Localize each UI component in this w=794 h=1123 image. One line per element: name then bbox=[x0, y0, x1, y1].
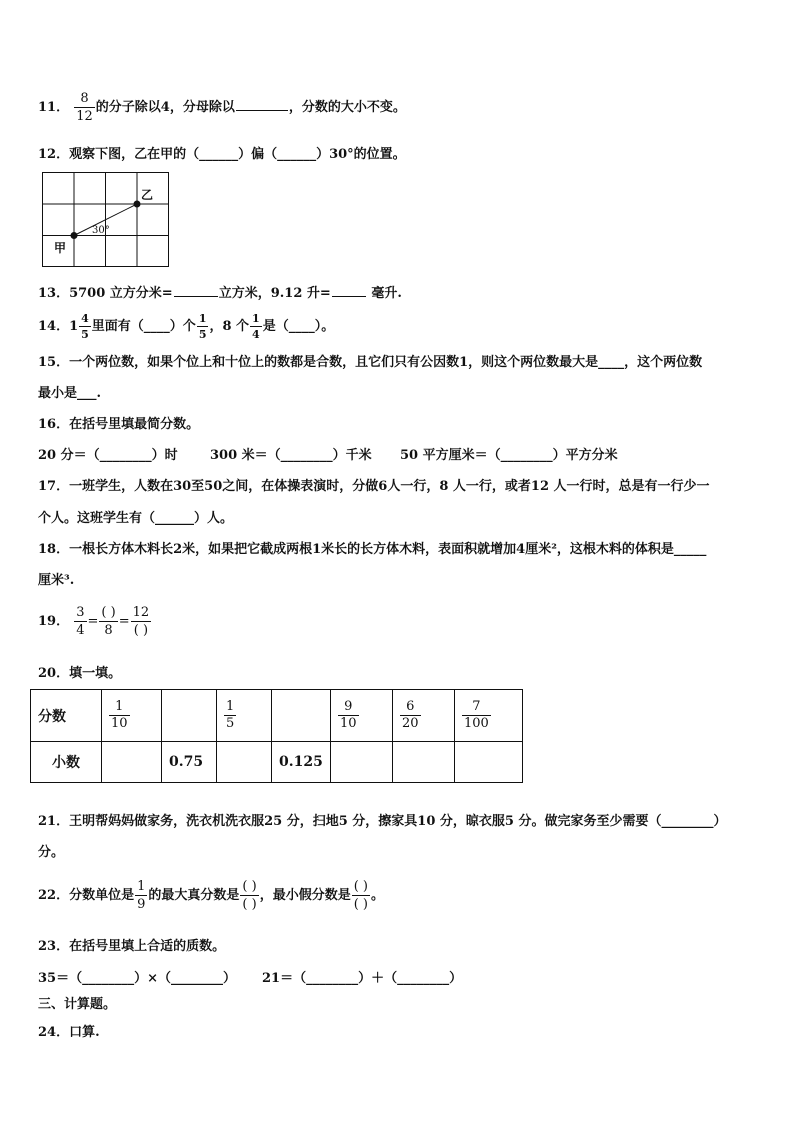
question-19: 19． $\frac{3}{4}$ = $\frac{( )}{8}$ = $\frac{12}{( )}$ bbox=[38, 605, 150, 638]
section-heading: 三、计算题。 bbox=[38, 997, 117, 1012]
fraction-blank-8[interactable] bbox=[99, 606, 117, 637]
question-text: 5700 立方分米= bbox=[69, 286, 173, 301]
question-text: 。 bbox=[370, 888, 384, 903]
numerator: 8 bbox=[74, 92, 95, 108]
table-cell-empty[interactable] bbox=[102, 742, 162, 783]
numerator: 1 bbox=[137, 879, 146, 894]
denominator: 20 bbox=[402, 715, 419, 731]
question-number: 14． bbox=[38, 319, 70, 334]
fraction-4-5 bbox=[79, 313, 91, 340]
question-number: 15． bbox=[38, 355, 70, 370]
question-text: 填一填。 bbox=[69, 666, 122, 681]
fraction-1-5 bbox=[197, 313, 209, 340]
denominator: ( ) bbox=[133, 623, 149, 638]
fraction-1-4 bbox=[250, 313, 262, 340]
question-text: 一个两位数，如果个位上和十位上的数都是合数，且它们只有公因数1，则这个两位数最大是____，这个两位数 bbox=[69, 355, 703, 370]
question-text: 毫升. bbox=[366, 286, 402, 301]
answer-blank[interactable] bbox=[236, 98, 288, 111]
question-text: 在括号里填上合适的质数。 bbox=[69, 939, 226, 954]
denominator: 8 bbox=[104, 623, 113, 638]
direction-grid-diagram bbox=[42, 172, 170, 268]
numerator: 3 bbox=[76, 605, 85, 620]
question-number: 19． bbox=[38, 614, 70, 629]
denominator: 10 bbox=[340, 715, 357, 731]
question-number: 21． bbox=[38, 814, 70, 829]
numerator: ( ) bbox=[101, 605, 116, 620]
question-15 bbox=[38, 356, 702, 369]
table-row-fractions bbox=[31, 690, 523, 742]
question-text: 一根长方体木料长2米，如果把它截成两根1米长的长方体木料，表面积就增加4厘米²，这根木料的体积是_____ bbox=[69, 542, 707, 557]
table-cell bbox=[102, 690, 162, 742]
table-cell: 0.75 bbox=[162, 742, 217, 783]
question-24 bbox=[38, 1026, 100, 1039]
fraction-cell bbox=[338, 700, 359, 730]
question-16-item-1: 20 分＝（________）时 bbox=[38, 448, 178, 463]
question-18 bbox=[38, 543, 706, 556]
question-number: 22． bbox=[38, 888, 70, 903]
question-16-item-3: 50 平方厘米＝（________）平方分米 bbox=[400, 448, 618, 463]
table-cell-empty[interactable] bbox=[162, 690, 217, 742]
question-text: 的最大真分数是 bbox=[148, 888, 240, 903]
question-text: ，最小假分数是 bbox=[259, 888, 351, 903]
denominator: 100 bbox=[464, 715, 489, 731]
answer-blank[interactable] bbox=[332, 284, 366, 297]
denominator: 5 bbox=[226, 715, 235, 731]
question-23-eq-2: 21＝（________）＋（________） bbox=[262, 971, 463, 986]
numerator: 7 bbox=[462, 700, 491, 716]
fraction-1-9 bbox=[135, 880, 147, 911]
denominator: ( ) bbox=[242, 897, 257, 912]
table-cell bbox=[455, 690, 523, 742]
question-text: ，分数的大小不变。 bbox=[288, 100, 406, 115]
denominator: 4 bbox=[252, 328, 260, 341]
question-20 bbox=[38, 667, 121, 680]
question-13 bbox=[38, 284, 402, 300]
question-23 bbox=[38, 940, 225, 953]
question-text: 分数单位是 bbox=[69, 888, 135, 903]
numerator: 1 bbox=[252, 312, 260, 325]
question-17 bbox=[38, 480, 710, 493]
numerator: 6 bbox=[400, 700, 421, 716]
question-12 bbox=[38, 148, 406, 161]
label-jia: 甲 bbox=[54, 241, 67, 255]
fraction-12-blank[interactable] bbox=[131, 606, 152, 637]
point-yi bbox=[134, 201, 141, 208]
fraction-decimal-table bbox=[30, 689, 523, 783]
denominator: 5 bbox=[81, 328, 89, 341]
denominator: 12 bbox=[76, 109, 93, 124]
question-number: 11． bbox=[38, 100, 70, 115]
question-number: 13． bbox=[38, 286, 70, 301]
question-text: 是（____）。 bbox=[262, 319, 335, 334]
question-14 bbox=[38, 313, 334, 340]
denominator: 5 bbox=[198, 328, 207, 341]
denominator: 9 bbox=[137, 897, 146, 912]
table-cell-empty[interactable] bbox=[455, 742, 523, 783]
question-number: 17． bbox=[38, 479, 70, 494]
mixed-whole: 1 bbox=[69, 319, 79, 334]
fraction-cell bbox=[400, 700, 421, 730]
question-text: ，8 个 bbox=[209, 319, 250, 334]
answer-fraction-blank[interactable] bbox=[352, 880, 370, 911]
question-number: 23． bbox=[38, 939, 70, 954]
question-text: 口算. bbox=[69, 1025, 100, 1040]
question-text: 的分子除以4，分母除以 bbox=[95, 100, 235, 115]
numerator: 9 bbox=[338, 700, 359, 716]
table-cell bbox=[393, 690, 455, 742]
question-21 bbox=[38, 815, 726, 828]
table-cell-empty[interactable] bbox=[393, 742, 455, 783]
question-23-eq-1: 35＝（________）×（________） bbox=[38, 971, 236, 986]
question-text: 一班学生，人数在30至50之间，在体操表演时，分做6人一行，8 人一行，或者12 人一行时，总是有一行少一 bbox=[69, 479, 710, 494]
numerator: ( ) bbox=[242, 879, 257, 894]
question-17-line2: 个人。这班学生有（______）人。 bbox=[38, 511, 234, 526]
question-16 bbox=[38, 418, 199, 431]
question-number: 20． bbox=[38, 666, 70, 681]
answer-fraction-blank[interactable] bbox=[240, 880, 258, 911]
question-text: 观察下图，乙在甲的（______）偏（______）30°的位置。 bbox=[69, 147, 406, 162]
table-row-decimals bbox=[31, 742, 523, 783]
question-text: 立方米，9.12 升= bbox=[218, 286, 331, 301]
question-number: 24． bbox=[38, 1025, 70, 1040]
fraction-3-4 bbox=[74, 606, 86, 637]
question-21-line2: 分。 bbox=[38, 845, 65, 860]
answer-blank[interactable] bbox=[174, 284, 218, 297]
fraction-cell bbox=[109, 700, 130, 730]
label-yi: 乙 bbox=[141, 188, 154, 202]
fraction-8-12 bbox=[74, 92, 95, 123]
table-cell-empty[interactable] bbox=[217, 742, 272, 783]
numerator: 12 bbox=[132, 605, 150, 620]
fraction-cell bbox=[224, 700, 236, 730]
denominator: 10 bbox=[111, 715, 128, 731]
question-number: 12． bbox=[38, 147, 70, 162]
fraction-cell bbox=[462, 700, 491, 730]
table-cell-empty[interactable] bbox=[331, 742, 393, 783]
table-cell bbox=[217, 690, 272, 742]
row-label-decimal: 小数 bbox=[31, 742, 102, 783]
question-text: 里面有（____）个 bbox=[91, 319, 196, 334]
question-text: 在括号里填最简分数。 bbox=[69, 417, 200, 432]
question-16-item-2: 300 米＝（________）千米 bbox=[210, 448, 372, 463]
question-22 bbox=[38, 880, 384, 911]
question-number: 18． bbox=[38, 542, 70, 557]
question-15-line2: 最小是___. bbox=[38, 386, 102, 401]
table-cell-empty[interactable] bbox=[272, 690, 331, 742]
denominator: ( ) bbox=[353, 897, 368, 912]
denominator: 4 bbox=[76, 623, 85, 638]
question-text: 王明帮妈妈做家务，洗衣机洗衣服25 分，扫地5 分，擦家具10 分，晾衣服5 分。做完家务至少需要（________） bbox=[69, 814, 727, 829]
numerator: 1 bbox=[198, 312, 207, 325]
numerator: 4 bbox=[81, 312, 89, 325]
row-label-fraction: 分数 bbox=[31, 690, 102, 742]
numerator: 1 bbox=[109, 700, 130, 716]
numerator: 1 bbox=[226, 699, 235, 715]
table-cell: 0.125 bbox=[272, 742, 331, 783]
numerator: ( ) bbox=[353, 879, 368, 894]
question-number: 16． bbox=[38, 417, 70, 432]
point-jia bbox=[71, 232, 78, 239]
angle-label: 30° bbox=[92, 225, 110, 236]
table-cell bbox=[331, 690, 393, 742]
question-18-line2: 厘米³. bbox=[38, 573, 75, 588]
question-11 bbox=[38, 92, 406, 123]
